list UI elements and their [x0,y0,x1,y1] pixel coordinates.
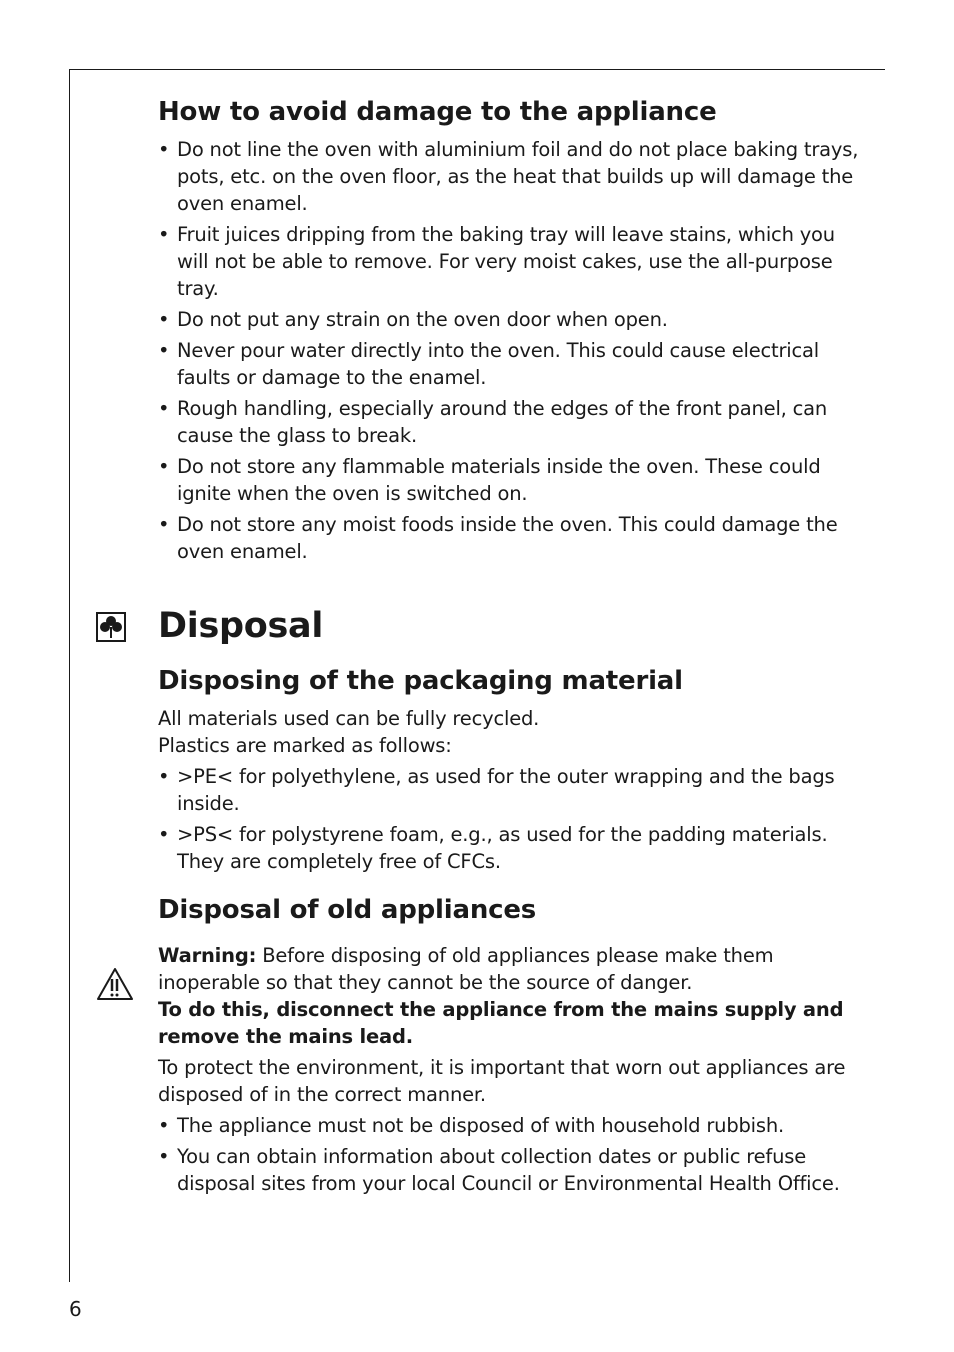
damage-list [158,136,862,565]
top-rule [69,69,885,70]
list-item: • Fruit juices dripping from the baking tray will leave stains, which you will not be able to remove. For very moist cakes, use the all-purpose tray. [158,221,862,302]
environment-paragraph: To protect the environment, it is important that worn out appliances are disposed of in the correct manner. [158,1056,846,1106]
packaging-heading: Disposing of the packaging material [158,666,683,696]
packaging-line-2: Plastics are marked as follows: [158,734,452,757]
list-item: • You can obtain information about collection dates or public refuse disposal sites from your local Council or Environmental Health Office. [158,1143,862,1197]
warning-label: Warning: [158,944,257,967]
list-item: • Do not store any flammable materials inside the oven. These could ignite when the oven is switched on. [158,453,862,507]
left-rule [69,69,70,1282]
environment-clover-icon [96,612,126,642]
warning-triangle-icon [96,967,134,1001]
list-item: • The appliance must not be disposed of with household rubbish. [158,1112,862,1139]
old-appliances-heading: Disposal of old appliances [158,895,537,925]
list-item: • Do not line the oven with aluminium foil and do not place baking trays, pots, etc. on the oven floor, as the heat that builds up will damage the oven enamel. [158,136,862,217]
warning-bold-instruction: To do this, disconnect the appliance from the mains supply and remove the mains lead. [158,998,844,1048]
page-content [158,94,862,1201]
list-item: • Do not put any strain on the oven door when open. [158,306,862,333]
warning-paragraph [158,942,862,996]
packaging-line-1: All materials used can be fully recycled. [158,707,540,730]
list-item: • Never pour water directly into the oven. This could cause electrical faults or damage to the enamel. [158,337,862,391]
page-number: 6 [69,1297,82,1321]
damage-heading: How to avoid damage to the appliance [158,97,717,127]
list-item: • Rough handling, especially around the edges of the front panel, can cause the glass to break. [158,395,862,449]
list-item: • >PS< for polystyrene foam, e.g., as used for the padding materials. They are completely free of CFCs. [158,821,862,875]
list-item: • Do not store any moist foods inside the oven. This could damage the oven enamel. [158,511,862,565]
list-item: • >PE< for polyethylene, as used for the outer wrapping and the bags inside. [158,763,862,817]
old-appliances-list [158,1112,862,1197]
packaging-list [158,763,862,875]
disposal-title: Disposal [158,606,324,646]
warning-text: Before disposing of old appliances please make them inoperable so that they cannot be the source of danger. [158,944,774,994]
